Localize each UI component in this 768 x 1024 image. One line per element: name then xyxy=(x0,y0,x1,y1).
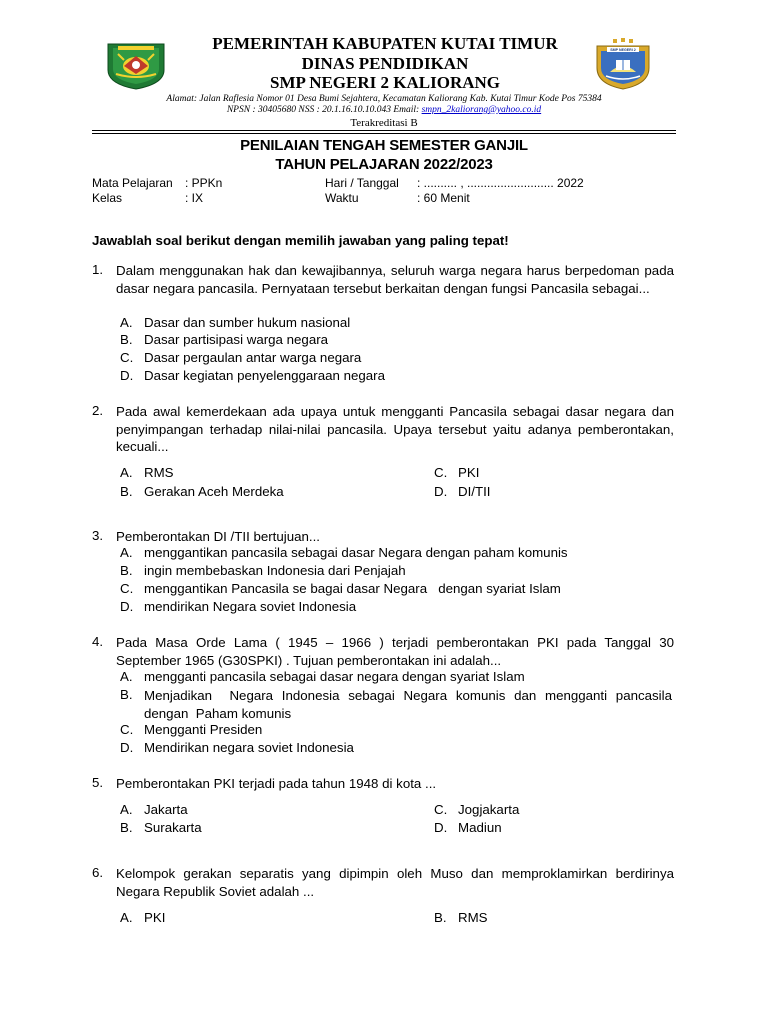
option-letter: B. xyxy=(120,687,133,702)
school-email-link[interactable]: smpn_2kaliorang@yahoo.co.id xyxy=(421,105,542,115)
option-letter: C. xyxy=(120,350,134,365)
option-text: mengganti pancasila sebagai dasar negara dengan syariat Islam xyxy=(144,669,525,684)
option-letter: B. xyxy=(120,563,133,578)
kutai-timur-emblem-logo xyxy=(104,40,168,90)
exam-title: PENILAIAN TENGAH SEMESTER GANJIL xyxy=(240,137,528,154)
option-text: Dasar pergaulan antar warga negara xyxy=(144,350,362,365)
school-emblem-text: SMP NEGERI 2 xyxy=(610,48,636,52)
option-text: ingin membebaskan Indonesia dari Penjajah xyxy=(144,563,406,578)
option-letter: D. xyxy=(120,368,134,383)
option-text: Gerakan Aceh Merdeka xyxy=(144,484,284,499)
option-text: PKI xyxy=(144,910,166,925)
option-letter: B. xyxy=(120,484,133,499)
letterhead-divider-thin xyxy=(92,133,676,134)
letterhead-divider xyxy=(92,130,676,131)
instruction-text: Jawablah soal berikut dengan memilih jawaban yang paling tepat! xyxy=(92,233,509,248)
option-letter: A. xyxy=(120,910,133,925)
school-emblem-logo xyxy=(594,38,652,90)
question-text: Pemberontakan DI /TII bertujuan... xyxy=(116,529,320,544)
option-text: PKI xyxy=(458,465,480,480)
option-letter: A. xyxy=(120,465,133,480)
question-text: Pada awal kemerdekaan ada upaya untuk mengganti Pancasila sebagai dasar negara dan penyimpangan terhadap nilai-nilai pancasila. Upaya tersebut yaitu adanya pemberontakan, kecuali... xyxy=(116,404,674,455)
option-text: Surakarta xyxy=(144,820,202,835)
option-letter: A. xyxy=(120,315,133,330)
option-text: DI/TII xyxy=(458,484,491,499)
school-address: Alamat: Jalan Raflesia Nomor 01 Desa Bumi Sejahtera, Kecamatan Kaliorang Kab. Kutai Timur Kode Pos 75384 xyxy=(166,94,602,104)
time-label: Waktu xyxy=(325,191,359,205)
option-text: Mengganti Presiden xyxy=(144,722,263,737)
day-date-label: Hari / Tanggal xyxy=(325,176,399,190)
option-text: Dasar kegiatan penyelenggaraan negara xyxy=(144,368,385,383)
option-text: Jogjakarta xyxy=(458,802,520,817)
option-text: Dasar partisipasi warga negara xyxy=(144,332,329,347)
class-value: : IX xyxy=(185,191,204,205)
option-letter: D. xyxy=(120,740,134,755)
option-text: RMS xyxy=(458,910,488,925)
exam-year: TAHUN PELAJARAN 2022/2023 xyxy=(275,156,493,173)
school-ids-line xyxy=(100,105,668,115)
option-letter: A. xyxy=(120,669,133,684)
letterhead-government: PEMERINTAH KABUPATEN KUTAI TIMUR xyxy=(212,34,558,53)
option-letter: A. xyxy=(120,802,133,817)
option-letter: A. xyxy=(120,545,133,560)
option-text: menggantikan pancasila sebagai dasar Negara dengan paham komunis xyxy=(144,545,568,560)
option-text: Jakarta xyxy=(144,802,188,817)
day-date-value: : .......... , .......................... 2022 xyxy=(417,176,584,190)
question-number: 2. xyxy=(92,403,104,418)
class-label: Kelas xyxy=(92,191,123,205)
question-text: Pada Masa Orde Lama ( 1945 – 1966 ) terjadi pemberontakan PKI pada Tanggal 30 September 1965 (G30SPKI) . Tujuan pemberontakan ini adalah... xyxy=(116,635,674,668)
option-letter: D. xyxy=(120,599,134,614)
question-number: 1. xyxy=(92,262,104,277)
school-ids: NPSN : 30405680 NSS : 20.1.16.10.10.043 Email: xyxy=(226,105,422,115)
question-text: Dalam menggunakan hak dan kewajibannya, seluruh warga negara harus berpedoman pada dasar negara pancasila. Pernyataan tersebut berkaitan dengan fungsi Pancasila sebagai... xyxy=(116,263,674,296)
option-text: Menjadikan Negara Indonesia sebagai Negara komunis dan mengganti pancasila dengan Paham komunis xyxy=(144,688,680,721)
subject-value: : PPKn xyxy=(185,176,223,190)
question-text: Kelompok gerakan separatis yang dipimpin oleh Muso dan memproklamirkan berdirinya Negara Republik Soviet adalah ... xyxy=(116,866,674,899)
question-number: 5. xyxy=(92,775,104,790)
option-letter: C. xyxy=(120,722,134,737)
question-text: Pemberontakan PKI terjadi pada tahun 1948 di kota ... xyxy=(116,776,437,791)
subject-label: Mata Pelajaran xyxy=(92,176,173,190)
option-text: menggantikan Pancasila se bagai dasar Negara dengan syariat Islam xyxy=(144,581,561,596)
option-text: RMS xyxy=(144,465,174,480)
accreditation-status: Terakreditasi B xyxy=(350,117,418,129)
option-letter: B. xyxy=(434,910,447,925)
option-letter: B. xyxy=(120,820,133,835)
option-text: Dasar dan sumber hukum nasional xyxy=(144,315,351,330)
option-text: Mendirikan negara soviet Indonesia xyxy=(144,740,354,755)
question-number: 3. xyxy=(92,528,104,543)
letterhead-department: DINAS PENDIDIKAN xyxy=(301,54,469,73)
option-letter: C. xyxy=(434,465,448,480)
letterhead-school: SMP NEGERI 2 KALIORANG xyxy=(270,73,500,92)
question-number: 4. xyxy=(92,634,104,649)
option-text: Madiun xyxy=(458,820,502,835)
time-value: : 60 Menit xyxy=(417,191,470,205)
option-letter: B. xyxy=(120,332,133,347)
option-text: mendirikan Negara soviet Indonesia xyxy=(144,599,357,614)
option-letter: D. xyxy=(434,820,448,835)
question-number: 6. xyxy=(92,865,104,880)
option-letter: C. xyxy=(434,802,448,817)
option-letter: D. xyxy=(434,484,448,499)
option-letter: C. xyxy=(120,581,134,596)
